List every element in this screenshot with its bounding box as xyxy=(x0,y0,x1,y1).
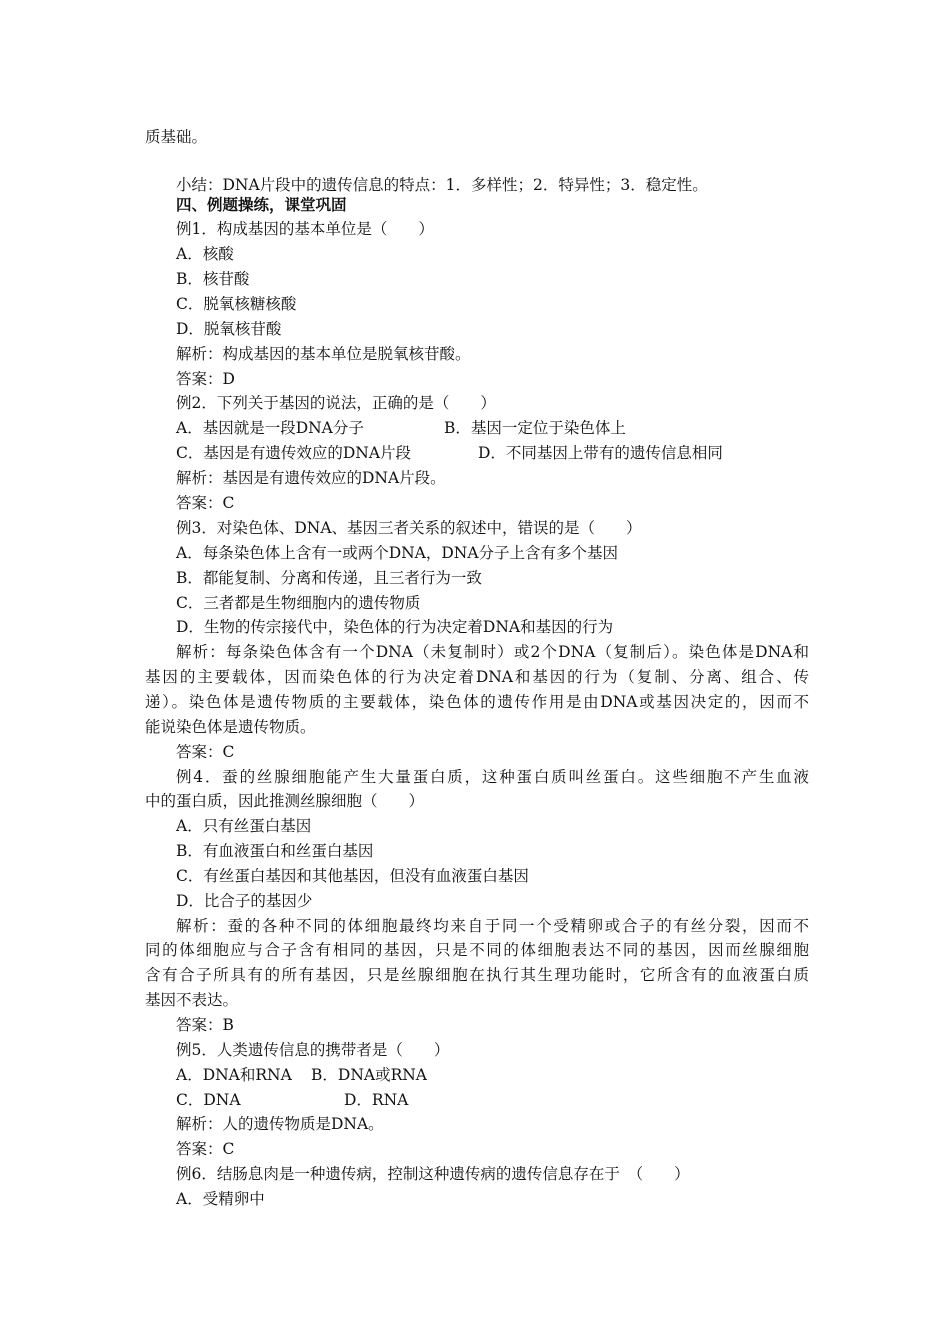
option-c: C．DNA xyxy=(176,1091,241,1109)
analysis-line: 解析：蚕的各种不同的体细胞最终均来自于同一个受精卵或合子的有丝分裂，因而不 xyxy=(176,917,809,935)
option-a: A．只有丝蛋白基因 xyxy=(176,817,312,835)
question-4-cont: 中的蛋白质，因此推测丝腺细胞（ ） xyxy=(145,792,425,810)
analysis-line: 基因的主要载体，因而染色体的行为决定着DNA和基因的行为（复制、分离、组合、传 xyxy=(145,668,809,686)
question-4: 例4．蚕的丝腺细胞能产生大量蛋白质，这种蛋白质叫丝蛋白。这些细胞不产生血液 xyxy=(176,768,809,786)
option-b: B．核苷酸 xyxy=(176,270,250,288)
option-b: B．基因一定位于染色体上 xyxy=(444,419,626,437)
answer-line: 答案：C xyxy=(176,494,235,512)
analysis-line: 能说染色体是遗传物质。 xyxy=(145,718,316,736)
question-3: 例3．对染色体、DNA、基因三者关系的叙述中，错误的是（ ） xyxy=(176,519,642,537)
analysis-line: 解析：每条染色体含有一个DNA（未复制时）或2个DNA（复制后）。染色体是DNA和 xyxy=(176,643,809,661)
question-5: 例5．人类遗传信息的携带者是（ ） xyxy=(176,1041,450,1059)
analysis-line: 解析：基因是有遗传效应的DNA片段。 xyxy=(176,469,446,487)
section-heading: 四、例题操练，课堂巩固 xyxy=(176,196,347,214)
answer-line: 答案：B xyxy=(176,1016,234,1034)
option-d: D．生物的传宗接代中，染色体的行为决定着DNA和基因的行为 xyxy=(176,618,614,636)
answer-line: 答案：C xyxy=(176,1140,235,1158)
option-a: A．核酸 xyxy=(176,245,234,263)
question-6: 例6．结肠息肉是一种遗传病，控制这种遗传病的遗传信息存在于 （ ） xyxy=(176,1165,690,1183)
analysis-line: 含有合子所具有的所有基因，只是丝腺细胞在执行其生理功能时，它所含有的血液蛋白质 xyxy=(145,966,809,984)
option-a: A．DNA和RNA xyxy=(176,1066,292,1084)
answer-line: 答案：D xyxy=(176,370,235,388)
analysis-line: 基因不表达。 xyxy=(145,991,239,1009)
option-c: C．三者都是生物细胞内的遗传物质 xyxy=(176,594,421,612)
analysis-line: 同的体细胞应与合子含有相同的基因，只是不同的体细胞表达不同的基因，因而丝腺细胞 xyxy=(145,941,809,959)
option-d: D．比合子的基因少 xyxy=(176,892,313,910)
question-1: 例1．构成基因的基本单位是（ ） xyxy=(176,220,434,238)
answer-line: 答案：C xyxy=(176,743,235,761)
option-d: D．不同基因上带有的遗传信息相同 xyxy=(478,444,723,462)
text-line: 质基础。 xyxy=(145,128,208,146)
analysis-line: 解析：人的遗传物质是DNA。 xyxy=(176,1115,384,1133)
option-a: A．基因就是一段DNA分子 xyxy=(176,419,364,437)
option-c: C．脱氧核糖核酸 xyxy=(176,295,297,313)
summary-line: 小结：DNA片段中的遗传信息的特点：1．多样性；2．特异性；3．稳定性。 xyxy=(176,176,708,194)
option-d: D．脱氧核苷酸 xyxy=(176,320,282,338)
option-b: B．有血液蛋白和丝蛋白基因 xyxy=(176,842,374,860)
question-2: 例2．下列关于基因的说法，正确的是（ ） xyxy=(176,394,496,412)
option-c: C．基因是有遗传效应的DNA片段 xyxy=(176,444,412,462)
analysis-line: 解析：构成基因的基本单位是脱氧核苷酸。 xyxy=(176,345,471,363)
analysis-line: 递）。染色体是遗传物质的主要载体，染色体的遗传作用是由DNA或基因决定的，因而不 xyxy=(145,693,809,711)
option-b: B．DNA或RNA xyxy=(311,1066,428,1084)
option-b: B．都能复制、分离和传递，且三者行为一致 xyxy=(176,569,482,587)
option-d: D．RNA xyxy=(344,1091,409,1109)
option-c: C．有丝蛋白基因和其他基因，但没有血液蛋白基因 xyxy=(176,867,529,885)
option-a: A．受精卵中 xyxy=(176,1190,265,1208)
option-a: A．每条染色体上含有一或两个DNA，DNA分子上含有多个基因 xyxy=(176,544,619,562)
